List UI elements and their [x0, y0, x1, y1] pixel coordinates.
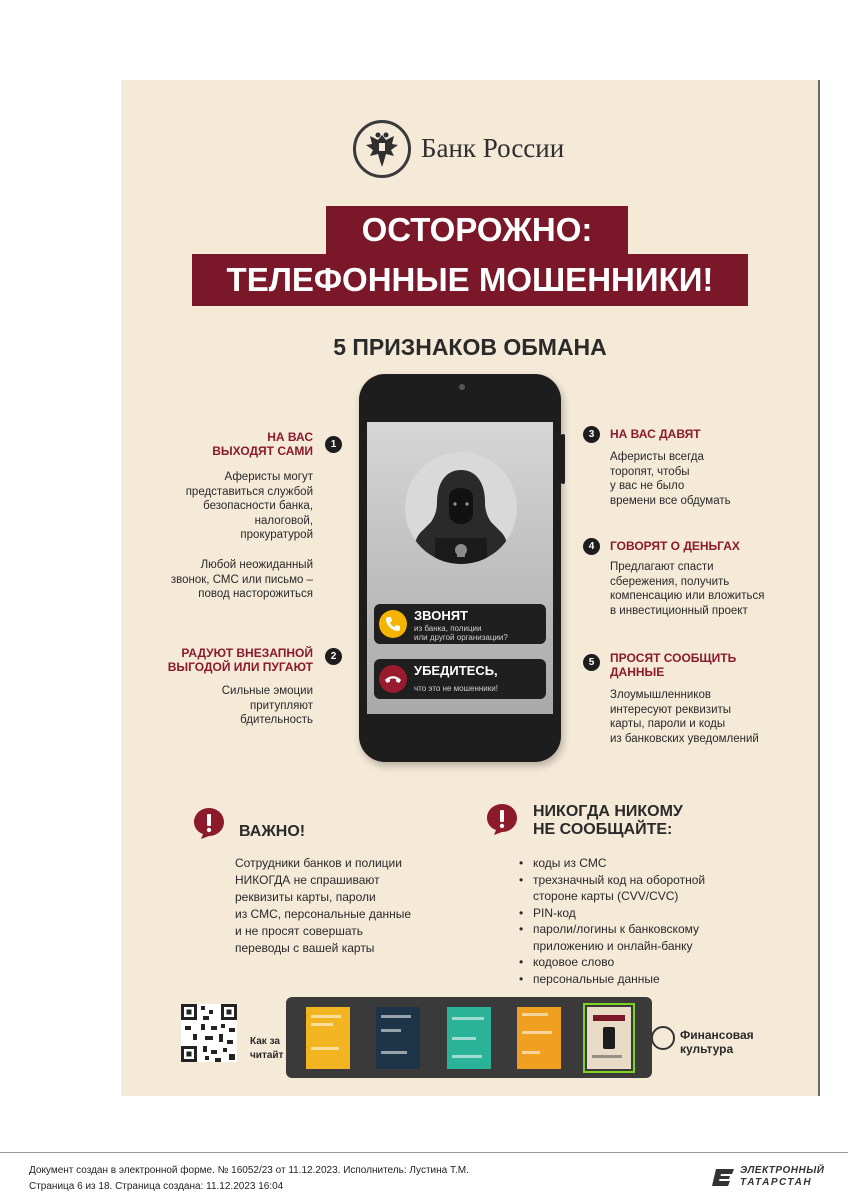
exclamation-bubble-icon	[192, 806, 226, 840]
phone-decline-icon	[379, 665, 407, 693]
thumbnail-3[interactable]	[447, 1007, 491, 1069]
list-item-continuation: стороне карты (CVV/CVC)	[533, 889, 679, 903]
never-tell-list	[519, 855, 769, 987]
never-tell-title: НИКОГДА НИКОМУ НЕ СООБЩАЙТЕ:	[533, 803, 683, 838]
electronic-tatarstan-mark-icon	[712, 1167, 736, 1187]
phone-screen	[367, 422, 553, 714]
sign-number-2: 2	[325, 648, 342, 665]
decline-call-card	[374, 659, 546, 699]
thumbnail-2[interactable]	[376, 1007, 420, 1069]
sign-5-title: ПРОСЯТ СООБЩИТЬ ДАННЫЕ	[610, 651, 737, 679]
list-item: • пароли/логины к банковскому	[519, 921, 769, 938]
sign-number-5: 5	[583, 654, 600, 671]
phone-side-button	[561, 434, 565, 484]
phone-answer-icon	[379, 610, 407, 638]
double-headed-eagle-icon	[353, 120, 411, 178]
title-line-2: ТЕЛЕФОННЫЕ МОШЕННИКИ!	[192, 254, 748, 306]
check-card-title: УБЕДИТЕСЬ,	[414, 663, 498, 678]
list-item-continuation: приложению и онлайн-банку	[533, 938, 693, 953]
sign-2-text: Сильные эмоции притупляют бдительность	[221, 685, 313, 726]
bank-name: Банк России	[421, 133, 565, 163]
finance-culture-label: Финансовая культура	[680, 1028, 754, 1056]
finance-culture-logo-icon	[651, 1026, 675, 1050]
phone-illustration	[359, 374, 561, 762]
sign-number-4: 4	[583, 538, 600, 555]
list-item: • PIN-код	[519, 905, 769, 922]
document-info-line-1: Документ создан в электронной форме. № 16052/23 от 11.12.2023. Исполнитель: Лустина Т.М.	[29, 1165, 469, 1176]
call-card-title: ЗВОНЯТ	[414, 608, 468, 623]
subtitle: 5 ПРИЗНАКОВ ОБМАНА	[333, 334, 607, 360]
sign-3-title: НА ВАС ДАВЯТ	[610, 427, 701, 441]
electronic-tatarstan-logo: ЭЛЕКТРОННЫЙ ТАТАРСТАН	[712, 1165, 822, 1191]
call-card-subtitle: из банка, полиции или другой организации?	[414, 624, 508, 642]
bank-logo	[353, 120, 593, 180]
important-text: Сотрудники банков и полиции НИКОГДА не спрашивают реквизиты карты, пароли из СМС, персональные данные и не просят совершать переводы с вашей карты	[235, 856, 412, 955]
check-card-subtitle: что это не мошенники!	[414, 684, 498, 693]
footer-divider	[0, 1152, 848, 1153]
thumbnail-1[interactable]	[306, 1007, 350, 1069]
list-item: • коды из СМС	[519, 855, 769, 872]
thumbnail-5-current[interactable]	[587, 1007, 631, 1069]
incoming-call-card	[374, 604, 546, 644]
sign-1-title: НА ВАС ВЫХОДЯТ САМИ	[212, 430, 313, 458]
sign-2-title: РАДУЮТ ВНЕЗАПНОЙ ВЫГОДОЙ ИЛИ ПУГАЮТ	[167, 646, 313, 674]
thumbnail-4[interactable]	[517, 1007, 561, 1069]
phone-camera	[459, 384, 465, 390]
qr-code	[181, 1004, 237, 1062]
poster-edge	[818, 80, 820, 1096]
hooded-fraudster-icon	[405, 452, 517, 564]
list-item: • кодовое слово	[519, 954, 769, 971]
sign-5-text: Злоумышленников интересуют реквизиты карты, пароли и коды из банковских уведомлений	[610, 689, 759, 745]
sign-number-1: 1	[325, 436, 342, 453]
sign-3-text: Аферисты всегда торопят, чтобы у вас не было времени все обдумать	[610, 451, 731, 507]
sign-1-text: Аферисты могут представиться службой безопасности банка, налоговой, прокуратурой	[185, 471, 313, 541]
sign-4-text: Предлагают спасти сбережения, получить компенсацию или вложиться в инвестиционный проект	[610, 561, 765, 617]
list-item: • персональные данные	[519, 971, 769, 988]
title-line-1: ОСТОРОЖНО:	[326, 206, 628, 254]
page-thumbnail-strip[interactable]	[286, 997, 652, 1078]
exclamation-bubble-icon	[485, 802, 519, 836]
important-title: ВАЖНО!	[239, 823, 306, 840]
qr-caption: Как за читайт	[250, 1036, 284, 1061]
list-item: • трехзначный код на оборотной	[519, 872, 769, 889]
document-info-line-2: Страница 6 из 18. Страница создана: 11.12.2023 16:04	[29, 1181, 284, 1192]
poster	[121, 80, 819, 1096]
sign-4-title: ГОВОРЯТ О ДЕНЬГАХ	[610, 539, 740, 553]
sign-number-3: 3	[583, 426, 600, 443]
sign-1-text-2: Любой неожиданный звонок, СМС или письмо – повод насторожиться	[170, 559, 313, 600]
